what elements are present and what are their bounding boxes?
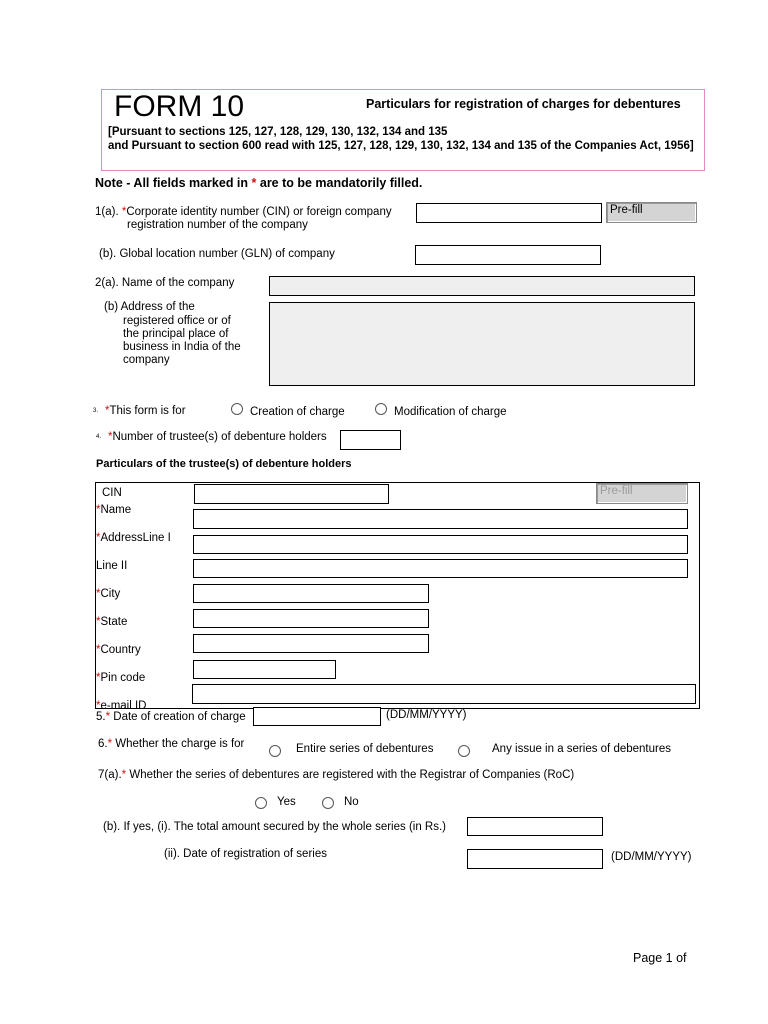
creation-of-charge-radio[interactable]	[231, 403, 243, 415]
creation-of-charge-label: Creation of charge	[250, 406, 345, 418]
q2b-label-line5: company	[123, 354, 170, 366]
trustee-pin-label: *Pin code	[96, 672, 146, 684]
required-star: *	[96, 644, 101, 656]
required-star: *	[96, 504, 101, 516]
registered-yes-radio[interactable]	[255, 797, 267, 809]
form-title: FORM 10	[114, 90, 245, 123]
q7b-format-hint: (DD/MM/YYYY)	[611, 851, 692, 863]
trustee-city-input[interactable]	[193, 584, 429, 603]
required-star: *	[107, 738, 113, 750]
total-amount-input[interactable]	[467, 817, 603, 836]
trustee-address1-input[interactable]	[193, 535, 688, 554]
required-star: *	[96, 616, 101, 628]
q2b-label-line4: business in India of the	[123, 341, 241, 353]
entire-series-label: Entire series of debentures	[296, 743, 434, 755]
registration-date-input[interactable]	[467, 849, 603, 869]
q6-label: 6.* Whether the charge is for	[98, 738, 245, 750]
q3-number: 3.	[93, 408, 99, 414]
registered-no-radio[interactable]	[322, 797, 334, 809]
required-star: *	[251, 176, 257, 190]
trustee-state-label: *State	[96, 616, 128, 628]
required-star: *	[96, 700, 101, 712]
required-star: *	[96, 532, 101, 544]
q2b-label-line1: (b) Address of the	[104, 301, 195, 313]
page-number: Page 1 of	[633, 951, 687, 965]
q1b-label: (b). Global location number (GLN) of company	[99, 248, 335, 260]
q3-label: *This form is for	[105, 405, 186, 417]
trustee-email-input[interactable]	[192, 684, 696, 704]
gln-input[interactable]	[415, 245, 601, 265]
trustee-cin-label: CIN	[102, 487, 122, 499]
trustee-address2-input[interactable]	[193, 559, 688, 578]
required-star: *	[121, 769, 127, 781]
prefill-button[interactable]: Pre-fill	[606, 202, 697, 223]
required-star: *	[108, 431, 113, 443]
trustee-country-input[interactable]	[193, 634, 429, 653]
charge-date-input[interactable]	[253, 707, 381, 726]
q4-label: *Number of trustee(s) of debenture holders	[108, 431, 327, 443]
trustee-pin-input[interactable]	[193, 660, 336, 679]
trustee-city-label: *City	[96, 588, 121, 600]
q7a-label: 7(a).* Whether the series of debentures are registered with the Registrar of Companies (RoC)	[98, 769, 575, 781]
required-star: *	[96, 588, 101, 600]
company-name-input[interactable]	[269, 276, 695, 296]
cin-input[interactable]	[416, 203, 602, 223]
required-star: *	[105, 405, 110, 417]
form-subtitle: Particulars for registration of charges for debentures	[366, 97, 681, 111]
q1a-label: 1(a). *Corporate identity number (CIN) or foreign company	[95, 206, 392, 218]
registered-no-label: No	[344, 796, 359, 808]
pursuant-line-2: and Pursuant to section 600 read with 125, 127, 128, 129, 130, 132, 134 and 135 of the Companies Act, 1956]	[108, 140, 694, 152]
mandatory-note: Note - All fields marked in * are to be mandatorily filled.	[95, 176, 423, 190]
any-issue-radio[interactable]	[458, 745, 470, 757]
q2b-label-line2: registered office or of	[123, 315, 231, 327]
required-star: *	[121, 206, 127, 218]
trustee-count-input[interactable]	[340, 430, 401, 450]
entire-series-radio[interactable]	[269, 745, 281, 757]
q7b-amount-label: (b). If yes, (i). The total amount secured by the whole series (in Rs.)	[103, 821, 447, 833]
trustee-email-label: *e-mail ID	[96, 700, 147, 712]
trustee-country-label: *Country	[96, 644, 141, 656]
trustee-state-input[interactable]	[193, 609, 429, 628]
trustee-name-input[interactable]	[193, 509, 688, 529]
trustee-prefill-button[interactable]: Pre-fill	[596, 483, 688, 504]
trustee-line2-label: Line II	[96, 560, 128, 572]
required-star: *	[96, 672, 101, 684]
modification-of-charge-radio[interactable]	[375, 403, 387, 415]
trustee-address1-label: *AddressLine I	[96, 532, 171, 544]
trustee-heading: Particulars of the trustee(s) of debenture holders	[96, 458, 352, 470]
q7b-date-label: (ii). Date of registration of series	[164, 848, 327, 860]
trustee-name-label: *Name	[96, 504, 132, 516]
q5-format-hint: (DD/MM/YYYY)	[386, 709, 467, 721]
q1a-label-line2: registration number of the company	[127, 219, 308, 231]
q4-number: 4.	[96, 434, 102, 440]
q2b-label-line3: the principal place of	[123, 328, 229, 340]
any-issue-label: Any issue in a series of debentures	[492, 743, 671, 755]
registered-yes-label: Yes	[277, 796, 296, 808]
q2a-label: 2(a). Name of the company	[95, 277, 235, 289]
modification-of-charge-label: Modification of charge	[394, 406, 507, 418]
trustee-cin-input[interactable]	[194, 484, 389, 504]
address-textarea[interactable]	[269, 302, 695, 386]
pursuant-line-1: [Pursuant to sections 125, 127, 128, 129, 130, 132, 134 and 135	[108, 126, 448, 138]
q5-label: 5.* Date of creation of charge	[96, 711, 246, 723]
required-star: *	[105, 711, 111, 723]
